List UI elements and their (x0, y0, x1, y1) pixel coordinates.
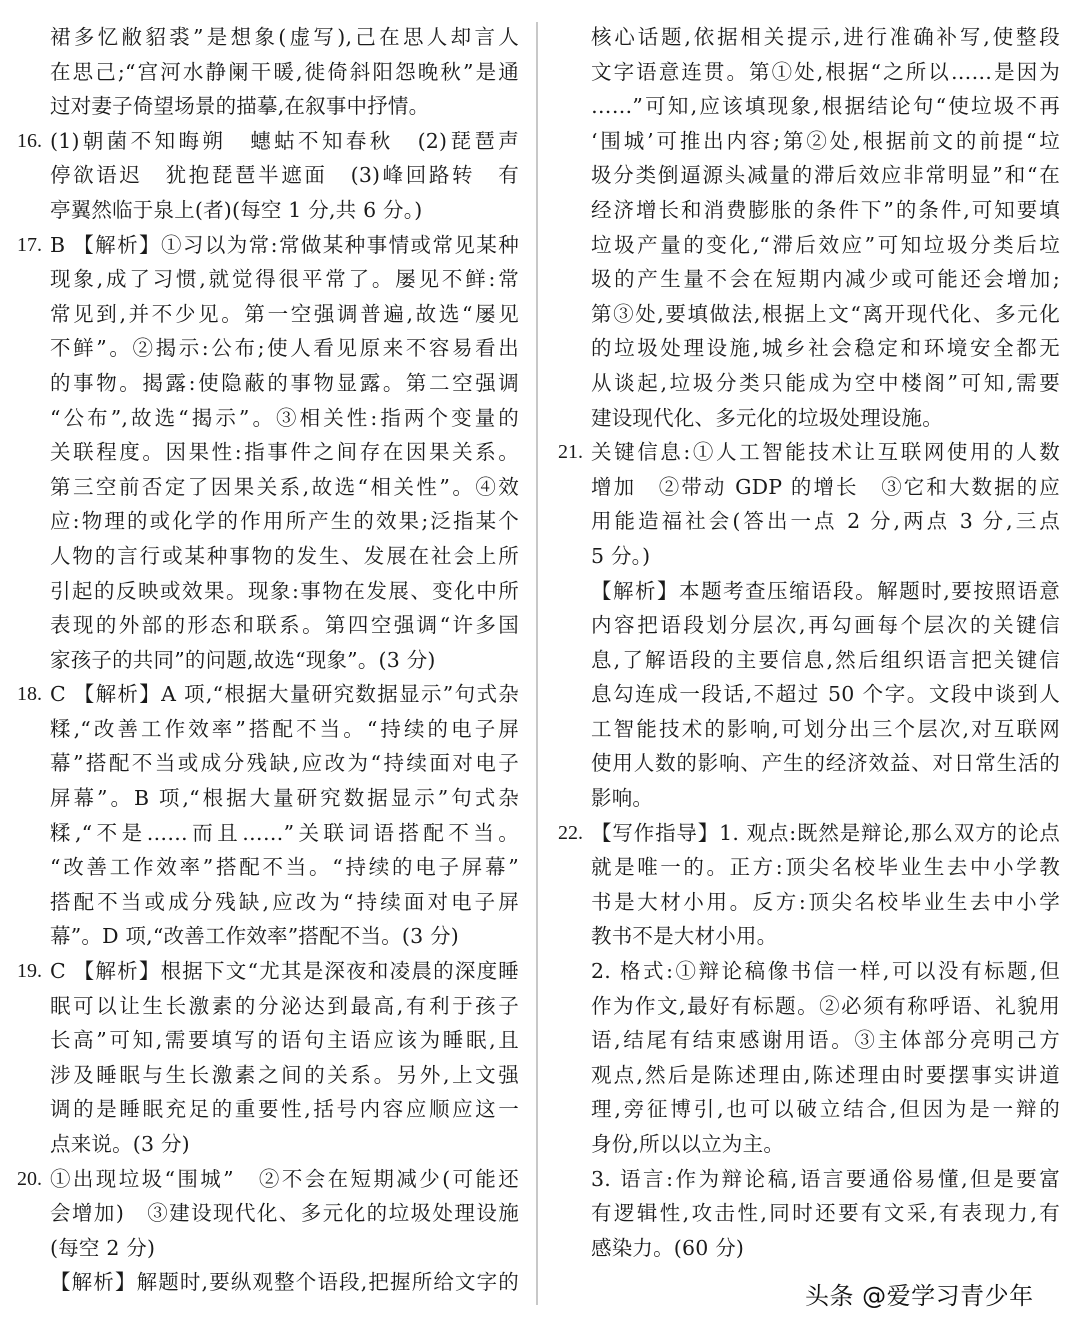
question-number: 20. (17, 1167, 42, 1190)
text-line: 点来说。(3 分) (50, 1132, 190, 1156)
text-line: 理,旁征博引,也可以破立结合,但因为是一辩的 (591, 1097, 1060, 1122)
text-line: C 【解析】根据下文“尤其是深夜和凌晨的深度睡 (50, 959, 519, 984)
text-line: 内容把语段划分层次,再勾画每个层次的关键信 (591, 613, 1060, 638)
text-line: 作为作文,最好有标题。②必须有称呼语、礼貌用 (591, 993, 1060, 1018)
text-line: 表现的外部的形态和联系。第四空强调“许多国 (50, 613, 519, 638)
text-line: 长高”可知,需要填写的语句主语应该为睡眠,且 (50, 1028, 519, 1053)
text-line: 不鲜”。②揭示:公布;使人看见原来不容易看出 (50, 336, 519, 361)
text-line: 观点,然后是陈述理由,陈述理由时要摆事实讲道 (591, 1062, 1060, 1087)
text-line: 裙多忆敝貂裘”是想象(虚写),己在思人却言人 (50, 25, 519, 49)
text-line: 会增加) ③建设现代化、多元化的垃圾处理设施 (50, 1201, 519, 1226)
text-line: 语,结尾有结束感谢用语。③主体部分亮明己方 (591, 1028, 1060, 1053)
text-line: ‘围城’可推出内容;第②处,根据前文的前提“垃 (591, 128, 1060, 153)
text-line: 涉及睡眠与生长激素之间的关系。另外,上文强 (50, 1062, 519, 1087)
answer-body (50, 124, 519, 228)
text-line: (1)朝菌不知晦朔 蟪蛄不知春秋 (2)琵琶声 (50, 128, 519, 153)
text-line: 使用人数的影响、产生的经济效益、对日常生活的 (591, 751, 1060, 776)
continuation-paragraph-right (558, 20, 1060, 435)
question-20 (17, 1162, 519, 1300)
text-line: 影响。 (591, 786, 654, 811)
answer-body (50, 954, 519, 1162)
text-line: 眠可以让生长激素的分泌达到最高,有利于孩子 (50, 993, 519, 1018)
text-line: 增加 ②带动 GDP 的增长 ③它和大数据的应 (591, 474, 1060, 499)
question-number: 16. (17, 129, 42, 152)
text-line: 糅,“改善工作效率”搭配不当。“持续的电子屏 (50, 716, 519, 741)
text-line: B 【解析】①习以为常:常做某种事情或常见某种 (50, 232, 519, 257)
text-line: 工智能技术的影响,可划分出三个层次,对互联网 (591, 716, 1060, 741)
text-line: C 【解析】A 项,“根据大量研究数据显示”句式杂 (50, 682, 519, 707)
text-line: 调的是睡眠充足的重要性,括号内容应顺应这一 (50, 1097, 519, 1122)
text-line: 幕”。D 项,“改善工作效率”搭配不当。(3 分) (50, 924, 459, 949)
column-divider (536, 22, 538, 1305)
text-line: 【写作指导】1. 观点:既然是辩论,那么双方的论点 (591, 820, 1060, 845)
question-number: 18. (17, 683, 42, 706)
question-18 (17, 677, 519, 954)
text-line: 亭翼然临于泉上(者)(每空 1 分,共 6 分。) (50, 197, 423, 222)
text-line: 搭配不当或成分残缺,应改为“持续面对电子屏 (50, 889, 519, 914)
question-number: 22. (558, 821, 583, 844)
answer-body (50, 228, 519, 678)
text-line: 5 分。) (591, 543, 651, 568)
text-line: 关键信息:①人工智能技术让互联网使用的人数 (591, 440, 1060, 465)
text-line: 糅,“不是……而且……”关联词语搭配不当。 (50, 820, 519, 845)
text-line: 就是唯一的。正方:顶尖名校毕业生去中小学教 (591, 855, 1060, 880)
answer-body (591, 816, 1060, 1266)
text-line: 第③处,要填做法,根据上文“离开现代化、多元化 (591, 301, 1060, 326)
answer-body (591, 435, 1060, 816)
left-column (17, 20, 519, 1300)
answer-body (50, 677, 519, 954)
text-line: 经济增长和消费膨胀的条件下”的条件,可知要填 (591, 197, 1060, 222)
question-16 (17, 124, 519, 228)
text-line: 息勾连成一段话,不超过 50 个字。文段中谈到人 (591, 682, 1060, 707)
question-21 (558, 435, 1060, 816)
text-line: 过对妻子倚望场景的描摹,在叙事中抒情。 (50, 94, 430, 119)
text-line: 引起的反映或效果。现象:事物在发展、变化中所 (50, 578, 519, 603)
text-line: “改善工作效率”搭配不当。“持续的电子屏幕” (50, 855, 519, 880)
question-22 (558, 816, 1060, 1266)
text-line: 常见到,并不少见。第一空强调普遍,故选“屡见 (50, 301, 519, 326)
text-line: 人物的言行或某种事物的发生、发展在社会上所 (50, 543, 519, 568)
text-line: 家孩子的共同”的问题,故选“现象”。(3 分) (50, 647, 436, 672)
text-line: (每空 2 分) (50, 1235, 156, 1260)
question-number: 21. (558, 441, 583, 464)
text-line: 息,了解语段的主要信息,然后组织语言把关键信 (591, 647, 1060, 672)
text-line: 屏幕”。B 项,“根据大量研究数据显示”句式杂 (50, 786, 519, 811)
text-line: ①出现垃圾“围城” ②不会在短期减少(可能还 (50, 1166, 519, 1191)
text-line: 关联程度。因果性:指事件之间存在因果关系。 (50, 440, 519, 465)
paragraph-body (591, 20, 1060, 435)
text-line: 应:物理的或化学的作用所产生的效果;泛指某个 (50, 509, 519, 534)
text-line: 【解析】本题考查压缩语段。解题时,要按照语意 (591, 578, 1060, 603)
text-line: 教书不是大材小用。 (591, 924, 778, 949)
text-line: 垃圾产量的变化,“滞后效应”可知垃圾分类后垃 (591, 232, 1060, 257)
text-line: 核心话题,依据相关提示,进行准确补写,使整段 (591, 25, 1060, 49)
text-line: 有逻辑性,攻击性,同时还要有文采,有表现力,有 (591, 1201, 1060, 1226)
text-line: 现象,成了习惯,就觉得很平常了。屡见不鲜:常 (50, 267, 519, 292)
text-line: 圾分类倒逼源头减量的滞后效应非常明显”和“在 (591, 163, 1060, 188)
text-line: 圾的产生量不会在短期内减少或可能还会增加; (591, 267, 1060, 292)
question-19 (17, 954, 519, 1162)
question-number: 19. (17, 960, 42, 983)
question-number: 17. (17, 233, 42, 256)
text-line: “公布”,故选“揭示”。③相关性:指两个变量的 (50, 405, 519, 430)
text-line: 从谈起,垃圾分类只能成为空中楼阁”可知,需要 (591, 370, 1060, 395)
text-line: 停欲语迟 犹抱琵琶半遮面 (3)峰回路转 有 (50, 163, 519, 188)
text-line: 幕”搭配不当或成分残缺,应改为“持续面对电子 (50, 751, 519, 776)
text-line: 3. 语言:作为辩论稿,语言要通俗易懂,但是要富 (591, 1166, 1060, 1191)
watermark: 头条 @爱学习青少年 (805, 1282, 1034, 1310)
text-line: 用能造福社会(答出一点 2 分,两点 3 分,三点 (591, 509, 1060, 534)
text-line: 的垃圾处理设施,城乡社会稳定和环境安全都无 (591, 336, 1060, 361)
text-line: 建设现代化、多元化的垃圾处理设施。 (591, 405, 943, 430)
answer-body (50, 1162, 519, 1300)
continuation-paragraph-left (17, 20, 519, 124)
paragraph-body (50, 20, 519, 124)
text-line: 的事物。揭露:使隐蔽的事物显露。第二空强调 (50, 370, 519, 395)
text-line: 文字语意连贯。第①处,根据“之所以……是因为 (591, 59, 1060, 84)
text-line: ……”可知,应该填现象,根据结论句“使垃圾不再 (591, 94, 1060, 119)
text-line: 在思己;“宫河水静阑干暖,徙倚斜阳怨晚秋”是通 (50, 59, 519, 84)
text-line: 2. 格式:①辩论稿像书信一样,可以没有标题,但 (591, 959, 1060, 984)
text-line: 感染力。(60 分) (591, 1235, 745, 1260)
text-line: 身份,所以以立为主。 (591, 1132, 785, 1156)
question-17 (17, 228, 519, 678)
text-line: 【解析】解题时,要纵观整个语段,把握所给文字的 (50, 1270, 519, 1295)
right-column (558, 20, 1060, 1265)
text-line: 书是大材小用。反方:顶尖名校毕业生去中小学 (591, 889, 1060, 914)
text-line: 第三空前否定了因果关系,故选“相关性”。④效 (50, 474, 519, 499)
